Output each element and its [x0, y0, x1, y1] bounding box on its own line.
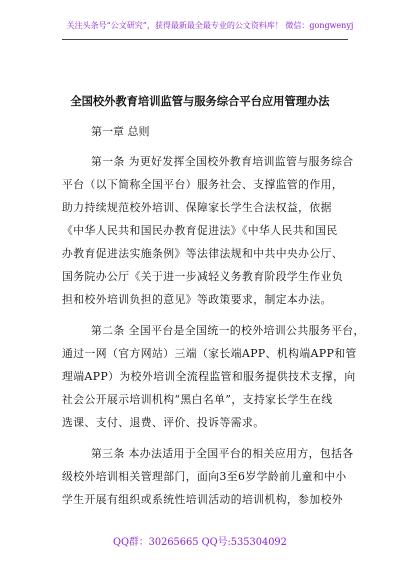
article-1-line-7: 担和校外培训负担的意见》等政策要求，制定本办法。	[62, 293, 332, 306]
header-promo-text: 关注头条号“公文研究”，获得最新最全最专业的公文资料库！ 微信：gongwenyj	[66, 21, 354, 30]
article-1-line-1: 第一条 为更好发挥全国校外教育培训监管与服务综合	[91, 155, 354, 168]
document-title: 全国校外教育培训监管与服务综合平台应用管理办法	[70, 94, 330, 108]
article-2-line-1: 第二条 全国平台是全国统一的校外培训公共服务平台，	[91, 324, 365, 337]
article-1-line-2: 平台（以下简称全国平台）服务社会、支撑监管的作用，	[62, 178, 344, 191]
article-3-line-2: 级校外培训相关管理部门，面向3至6岁学龄前儿童和中小	[62, 470, 347, 483]
article-2-line-5: 选课、支付、退费、评价、投诉等需求。	[62, 416, 265, 429]
article-3-line-1: 第三条 本办法适用于全国平台的相关应用方，包括各	[91, 447, 354, 460]
article-1-line-3: 助力持续规范校外培训、保障家长学生合法权益，依据	[62, 201, 332, 214]
chapter-heading: 第一章 总则	[91, 125, 150, 138]
article-1-line-4: 《中华人民共和国民办教育促进法》《中华人民共和国民	[62, 224, 338, 237]
article-2-line-4: 社会公开展示培训机构“黑白名单”，支持家长学生在线	[62, 393, 333, 406]
article-3-line-3: 学生开展有组织或系统性培训活动的培训机构，参加校外	[62, 493, 344, 506]
header-divider	[62, 39, 348, 40]
article-1-line-6: 国务院办公厅《关于进一步减轻义务教育阶段学生作业负	[62, 270, 344, 283]
footer-contact-text: QQ群：30265665 QQ号:535304092	[112, 537, 287, 548]
article-1-line-5: 办教育促进法实施条例》等法律法规和中共中央办公厅、	[62, 247, 344, 260]
article-2-line-3: 理端APP）为校外培训全流程监管和服务提供技术支撑，向	[62, 370, 356, 383]
article-2-line-2: 通过一网（官方网站）三端（家长端APP、机构端APP和管	[62, 347, 357, 360]
